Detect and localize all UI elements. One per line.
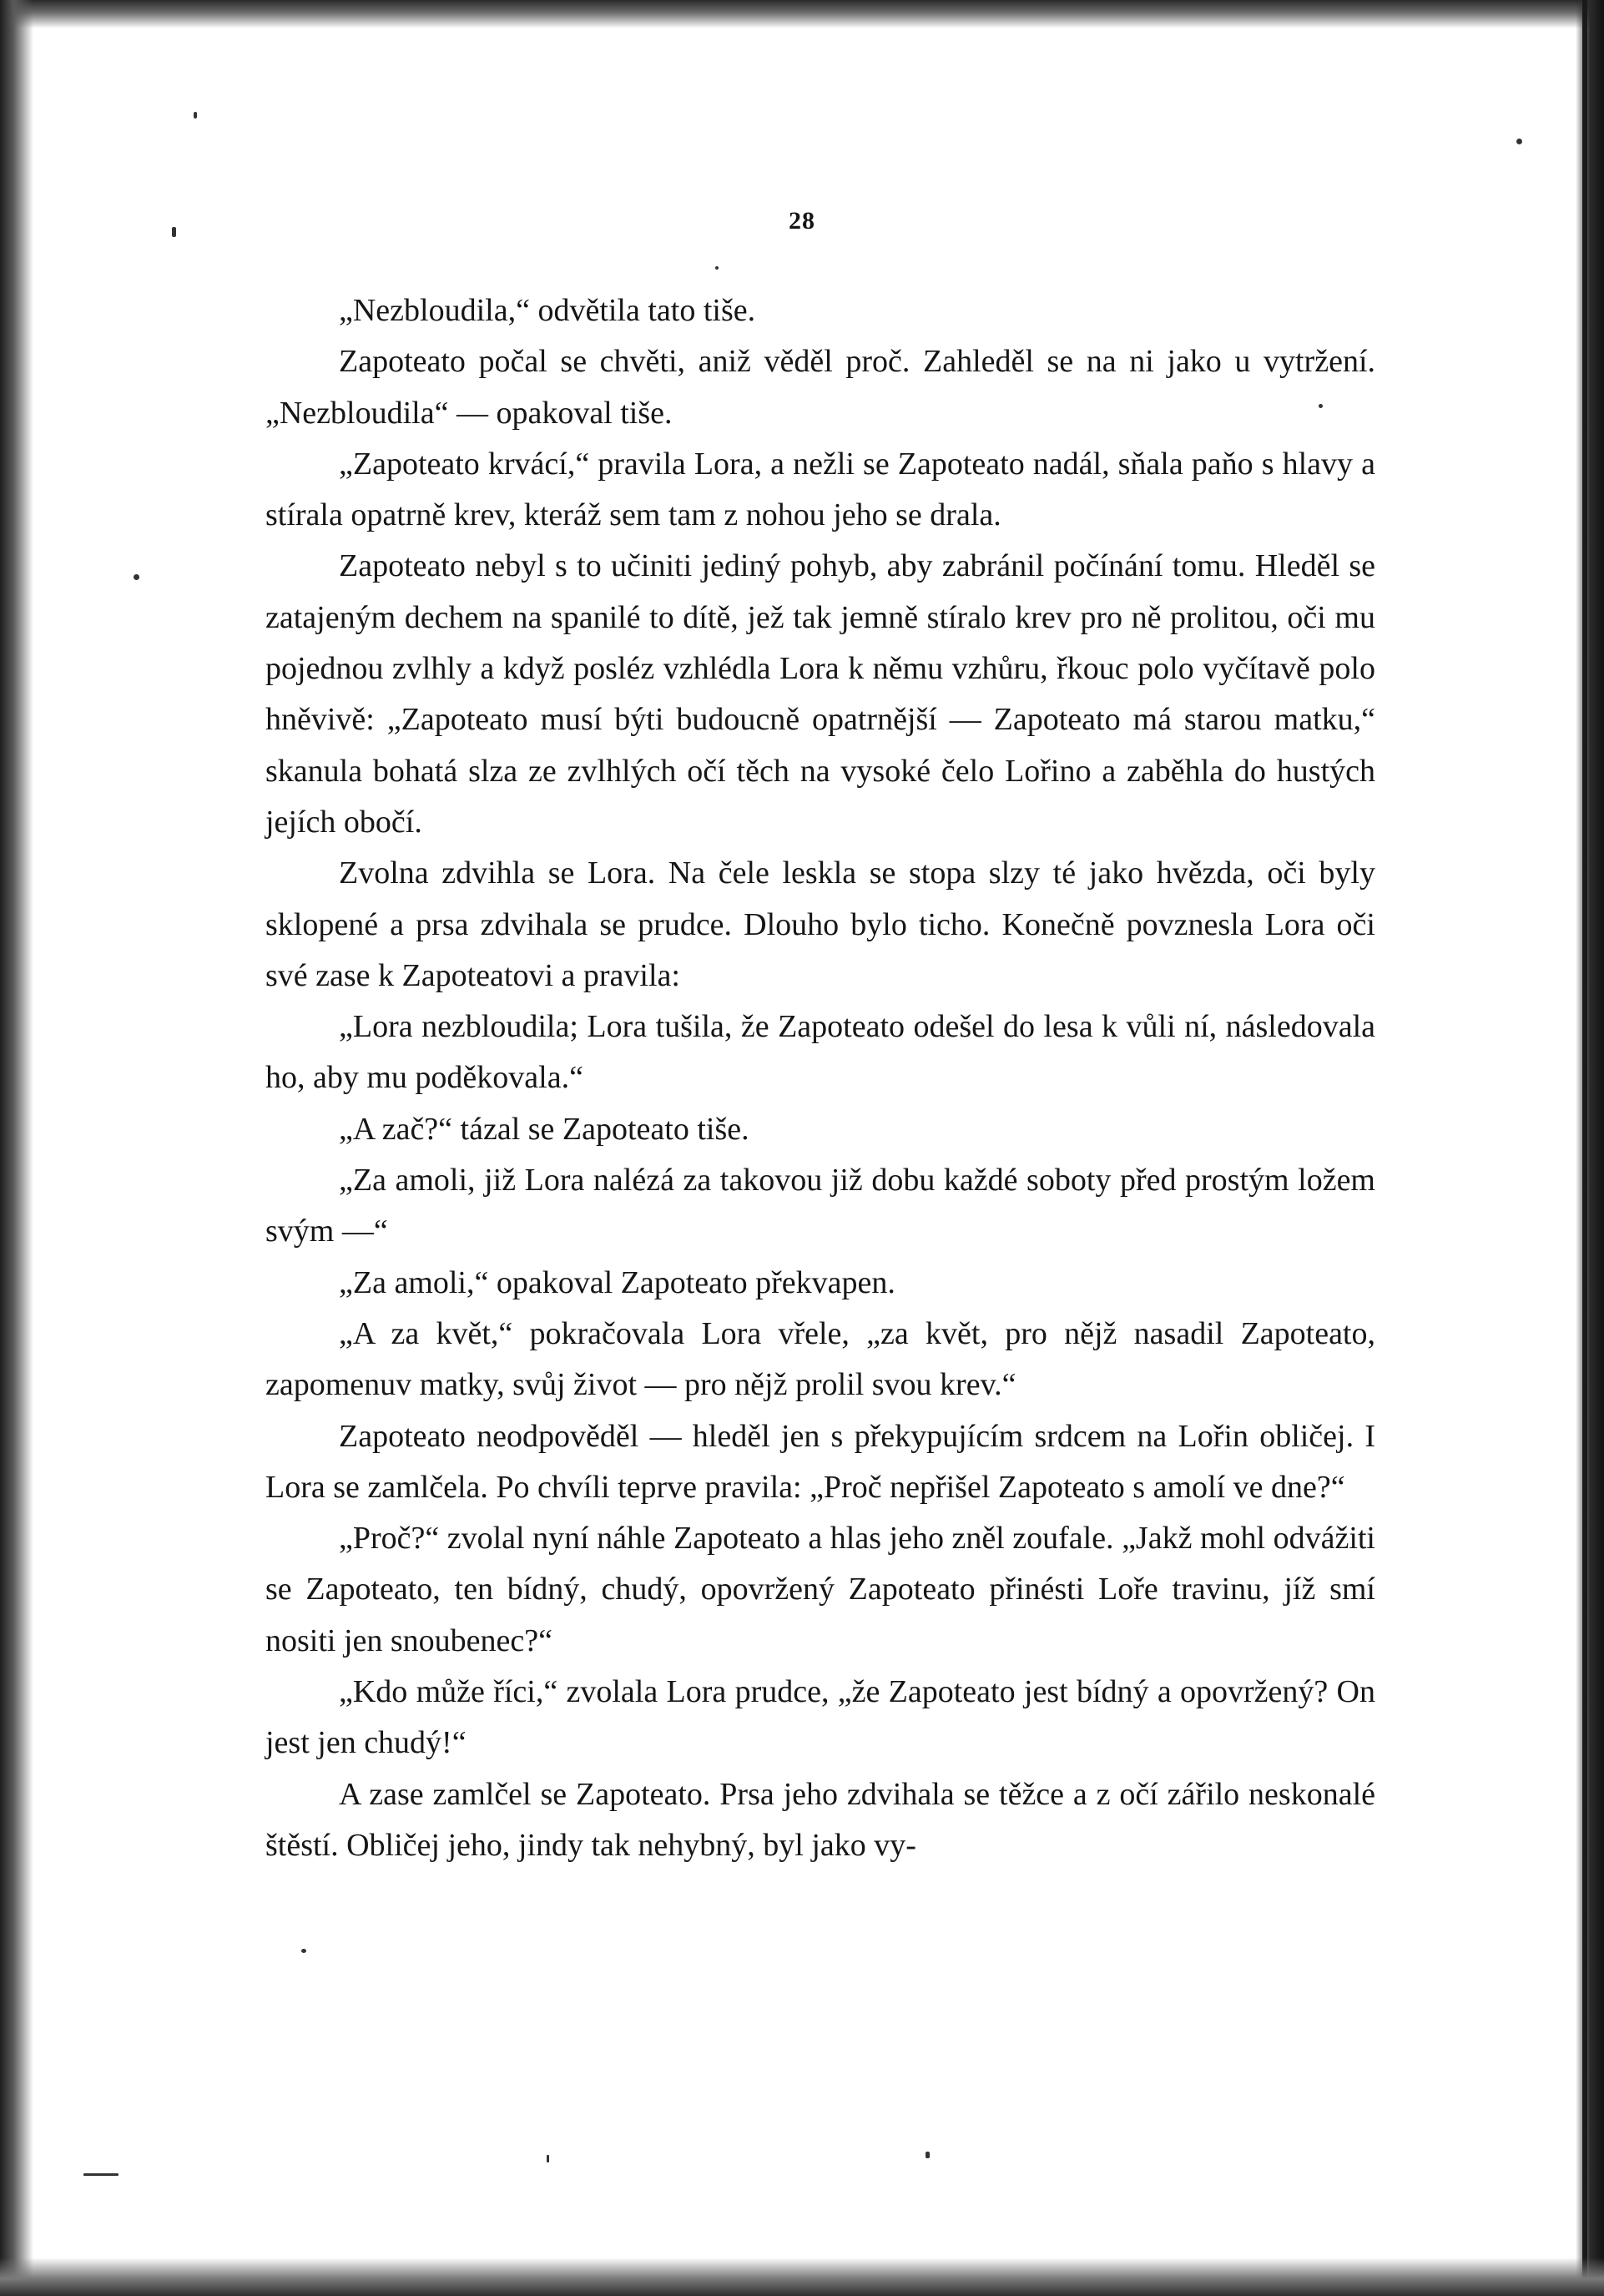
dust-speck: [83, 2173, 119, 2176]
scan-edge-right: [1576, 0, 1604, 2296]
paragraph: „Nezbloudila,“ odvětila tato tiše.: [339, 293, 756, 328]
scan-edge-top: [0, 0, 1604, 28]
paragraph: Zapoteato nebyl s to učiniti jediný pohyb, aby zabránil počínání tomu. Hleděl se zatajeným dechem na spanilé to dítě, jež tak jemně stíralo krev pro ně prolitou, oči mu pojednou zvlhly a když posléz vzhlédla Lora k němu vzhůru, řkouc polo vyčítavě polo hněvivě: „Zapoteato musí býti budoucně opatrnější — Zapoteato má starou matku,“ skanula bohatá slza ze zvlhlých očí těch na vysoké čelo Lořino a zaběhla do hustých jejích obočí.: [265, 548, 1375, 840]
paragraph: Zvolna zdvihla se Lora. Na čele leskla se stopa slzy té jako hvězda, oči byly sklopené a prsa zdvihala se prudce. Dlouho bylo ticho. Konečně povznesla Lora oči své zase k Zapoteatovi a pravila:: [265, 855, 1375, 993]
paragraph: A zase zamlčel se Zapoteato. Prsa jeho zdvihala se těžce a z očí zářilo neskonalé štěstí. Obličej jeho, jindy tak nehybný, byl jako vy-: [265, 1776, 1375, 1863]
body-text: [265, 285, 1375, 1871]
dust-speck: [547, 2155, 549, 2162]
page-number: 28: [789, 207, 815, 235]
paragraph: „Lora nezbloudila; Lora tušila, že Zapoteato odešel do lesa k vůli ní, následovala ho, aby mu poděkovala.“: [265, 1009, 1375, 1096]
dust-speck: [926, 2152, 930, 2158]
scan-edge-right-line: [1582, 0, 1587, 2296]
dust-speck: [1516, 139, 1522, 144]
dust-speck: [194, 112, 197, 119]
paragraph: Zapoteato počal se chvěti, aniž věděl proč. Zahleděl se na ni jako u vytržení. „Nezbloudila“ — opakoval tiše.: [265, 344, 1375, 431]
scan-edge-left: [0, 0, 33, 2296]
paragraph: „Za amoli, již Lora nalézá za takovou již dobu každé soboty před prostým ložem svým —“: [265, 1163, 1375, 1249]
paragraph: „Kdo může říci,“ zvolala Lora prudce, „že Zapoteato jest bídný a opovržený? On jest jen chudý!“: [265, 1674, 1375, 1761]
dust-speck: [134, 574, 139, 580]
dust-speck: [301, 1949, 306, 1953]
paragraph: „Za amoli,“ opakoval Zapoteato překvapen.: [339, 1264, 895, 1300]
paragraph: „Proč?“ zvolal nyní náhle Zapoteato a hlas jeho zněl zoufale. „Jakž mohl odvážiti se Zapoteato, ten bídný, chudý, opovržený Zapoteato přinésti Loře travinu, jíž smí nositi jen snoubenec?“: [265, 1521, 1375, 1658]
dust-speck: [715, 266, 719, 270]
paragraph: Zapoteato neodpověděl — hleděl jen s překypujícím srdcem na Lořin obličej. I Lora se zamlčela. Po chvíli teprve pravila: „Proč nepřišel Zapoteato s amolí ve dne?“: [265, 1418, 1375, 1505]
scan-edge-bottom: [0, 2258, 1604, 2296]
paragraph: „A za květ,“ pokračovala Lora vřele, „za květ, pro nějž nasadil Zapoteato, zapomenuv matky, svůj život — pro nějž prolil svou krev.“: [265, 1315, 1375, 1403]
paragraph: „Zapoteato krvácí,“ pravila Lora, a nežli se Zapoteato nadál, sňala paňo s hlavy a stírala opatrně krev, kteráž sem tam z nohou jeho se drala.: [265, 446, 1375, 533]
paragraph: „A zač?“ tázal se Zapoteato tiše.: [339, 1111, 749, 1147]
